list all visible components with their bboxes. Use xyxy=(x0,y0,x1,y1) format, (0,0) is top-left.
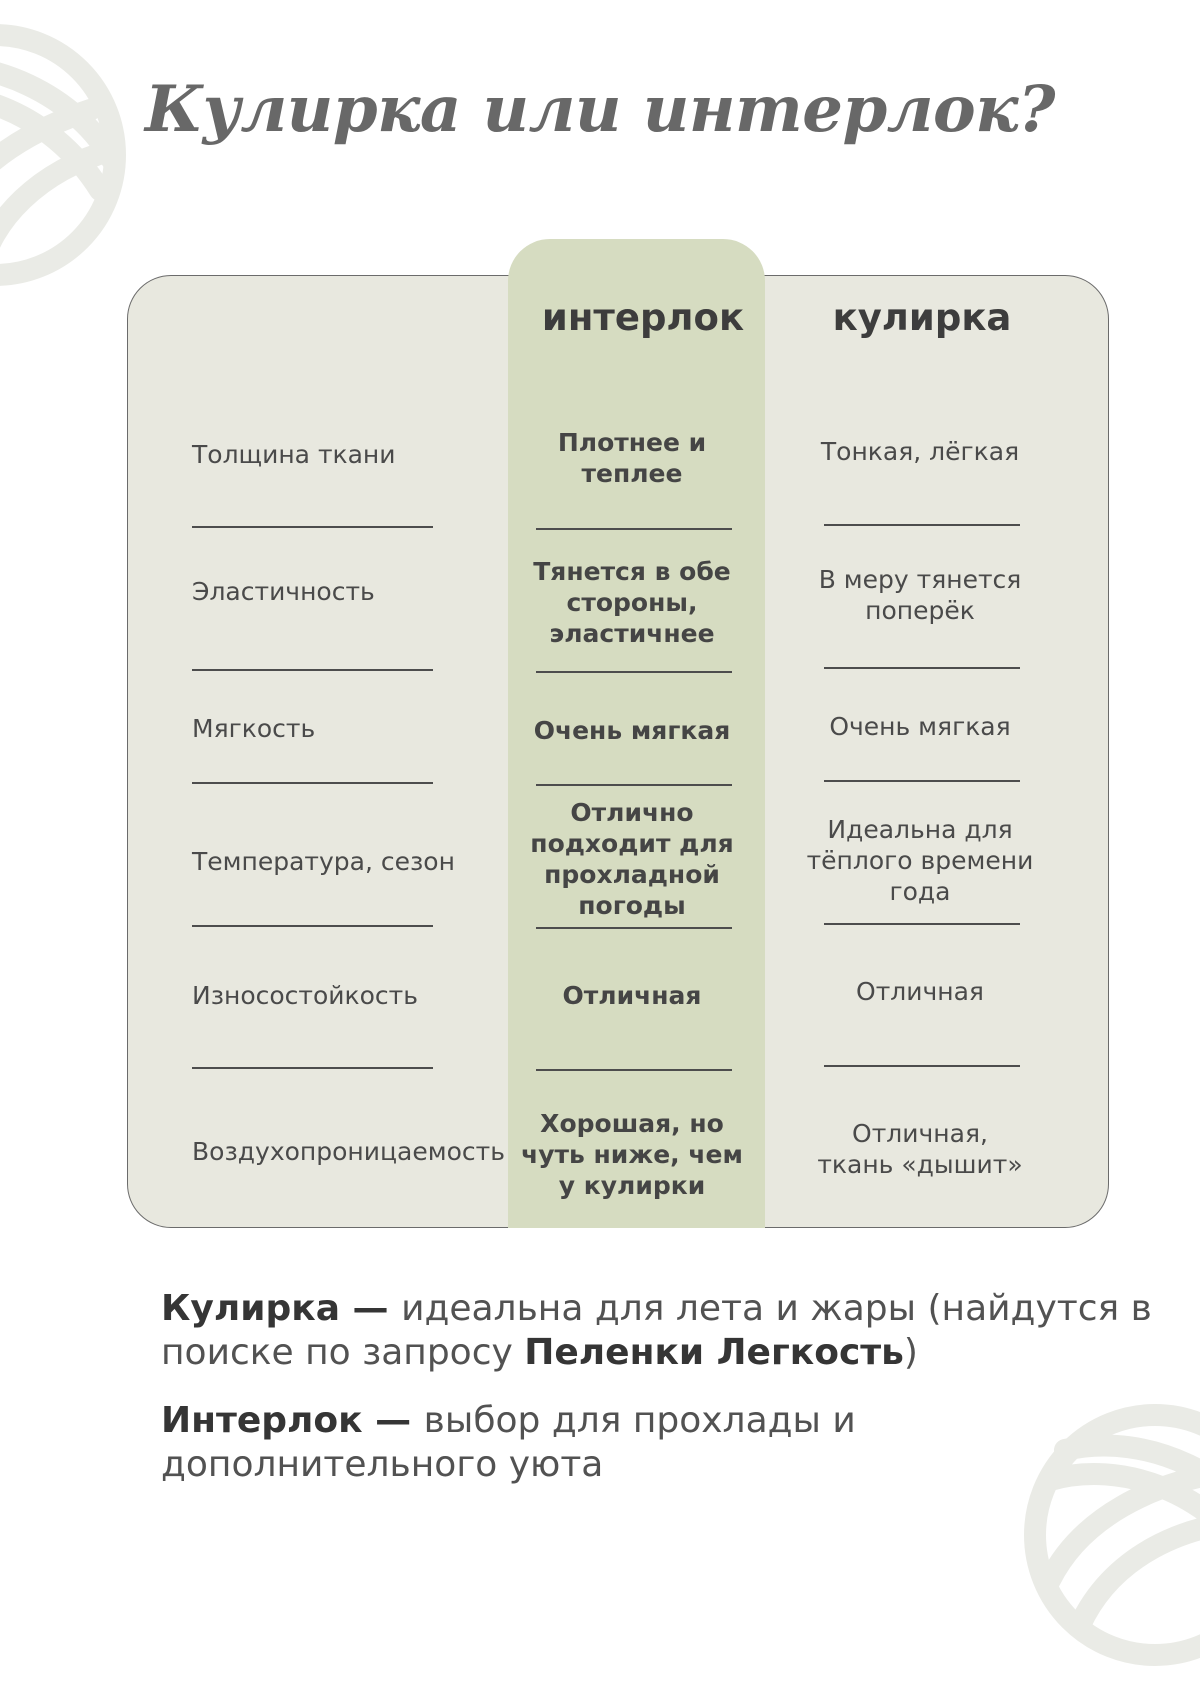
column-header-kulirka: кулирка xyxy=(832,296,1012,339)
yarn-ball-icon xyxy=(0,0,140,320)
row-divider xyxy=(192,526,433,528)
page-title: Кулирка или интерлок? xyxy=(144,72,1056,147)
row-divider xyxy=(536,784,732,786)
row-divider xyxy=(192,925,433,927)
note-term: Интерлок xyxy=(161,1400,363,1441)
row-label: Воздухопроницаемость xyxy=(192,1136,505,1166)
interlock-value: Плотнее и теплее xyxy=(557,428,707,488)
note-term: Кулирка xyxy=(161,1288,340,1329)
row-divider xyxy=(536,671,732,673)
interlock-value: Очень мягкая xyxy=(533,715,731,745)
interlock-value: Отличная xyxy=(562,980,702,1010)
row-divider xyxy=(192,1067,433,1069)
row-divider xyxy=(824,1065,1020,1067)
interlock-value: Отлично подходит для прохладной погоды xyxy=(530,798,734,920)
row-label: Износостойкость xyxy=(192,980,418,1010)
summary-notes xyxy=(161,1287,1161,1511)
row-label: Эластичность xyxy=(192,576,375,606)
row-divider xyxy=(536,528,732,530)
interlock-value: Хорошая, но чуть ниже, чем у кулирки xyxy=(521,1108,743,1200)
note-text: идеальна для лета и жары (найдутся в поиске по запросу xyxy=(161,1288,1152,1373)
kulirka-value: Идеальна для тёплого времени года xyxy=(806,814,1034,906)
kulirka-value: Очень мягкая xyxy=(829,711,1011,741)
interlock-value: Тянется в обе стороны, эластичнее xyxy=(533,556,731,648)
note-interlock xyxy=(161,1399,1161,1487)
note-kulirka xyxy=(161,1287,1161,1375)
row-divider xyxy=(824,923,1020,925)
kulirka-value: Тонкая, лёгкая xyxy=(820,436,1020,466)
row-divider xyxy=(192,669,433,671)
kulirka-value: В меру тянется поперёк xyxy=(818,565,1022,625)
row-label: Температура, сезон xyxy=(192,846,455,876)
note-dash: — xyxy=(339,1288,402,1329)
row-label: Толщина ткани xyxy=(192,439,396,469)
row-divider xyxy=(536,1069,732,1071)
note-dash: — xyxy=(362,1400,424,1441)
search-query: Пеленки Легкость xyxy=(524,1332,904,1373)
note-text: выбор для прохлады и дополнительного уюта xyxy=(161,1400,856,1485)
row-divider xyxy=(824,780,1020,782)
row-divider xyxy=(192,782,433,784)
kulirka-value: Отличная, ткань «дышит» xyxy=(817,1119,1023,1179)
column-header-interlock: интерлок xyxy=(541,296,745,339)
row-divider xyxy=(536,927,732,929)
row-divider xyxy=(824,667,1020,669)
kulirka-value: Отличная xyxy=(856,976,984,1006)
note-text-end: ) xyxy=(903,1332,918,1373)
row-divider xyxy=(824,524,1020,526)
row-label: Мягкость xyxy=(192,713,316,743)
